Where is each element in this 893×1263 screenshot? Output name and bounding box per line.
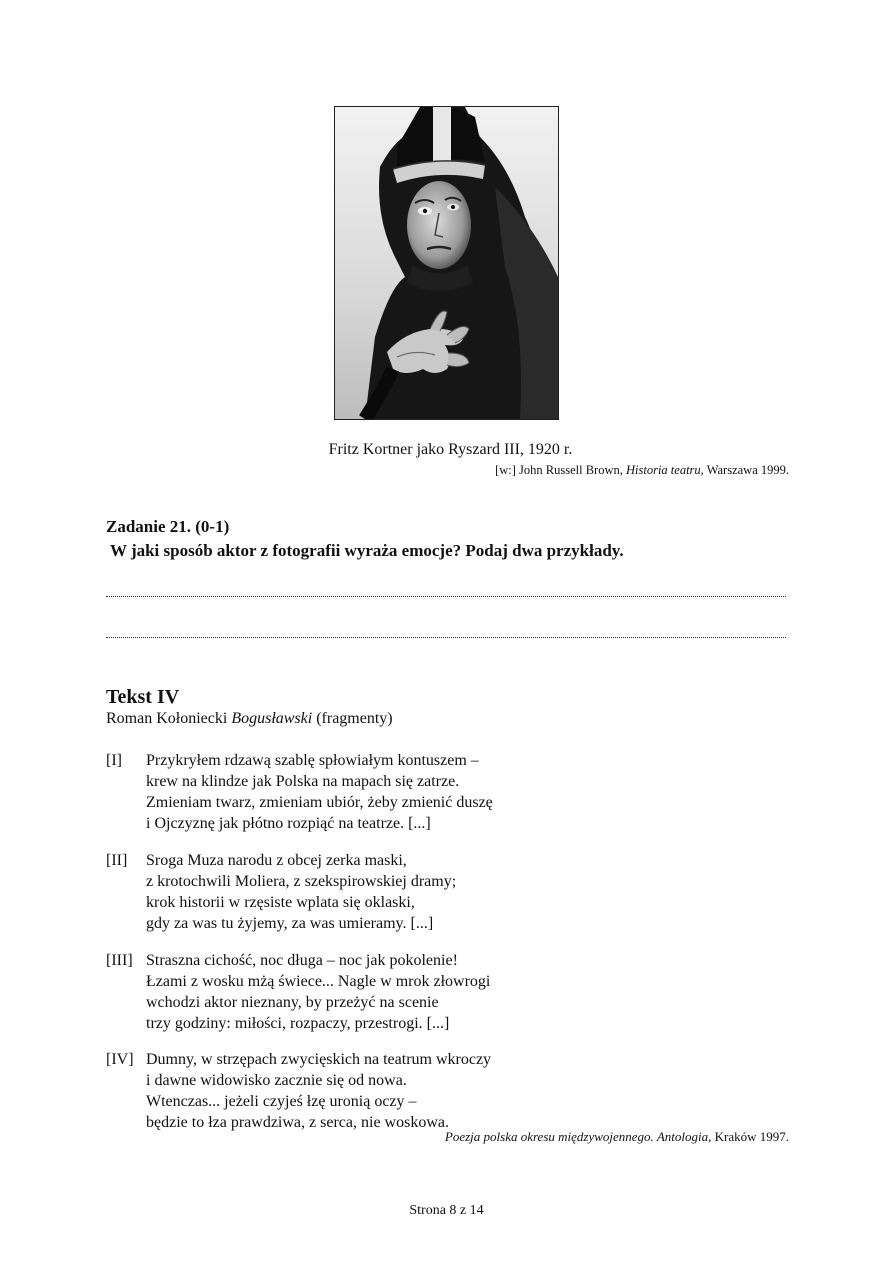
poem-line: Straszna cichość, noc długa – noc jak pokolenie!: [146, 952, 458, 969]
poem-line: Przykryłem rdzawą szablę spłowiałym kontuszem –: [146, 752, 479, 769]
actor-photograph: [334, 106, 559, 420]
poem-line: będzie to łza prawdziwa, z serca, nie woskowa.: [146, 1114, 449, 1131]
poem-line: trzy godziny: miłości, rozpaczy, przestrogi. [...]: [146, 1015, 450, 1032]
text-author-line: [106, 710, 393, 728]
text-section-title: Tekst IV: [106, 686, 180, 708]
text-work-note: (fragmenty): [312, 710, 393, 727]
poem-line: i Ojczyznę jak płótno rozpiąć na teatrze. [...]: [146, 815, 431, 832]
poem-line: gdy za was tu żyjemy, za was umieramy. [...]: [146, 915, 434, 932]
text-author: Roman Kołoniecki: [106, 710, 232, 727]
stanza-label: [III]: [106, 952, 133, 969]
poem-line: wchodzi aktor nieznany, by przeżyć na scenie: [146, 994, 439, 1011]
task-title: Zadanie 21. (0-1): [106, 517, 230, 536]
photo-source-title: Historia teatru: [626, 463, 701, 477]
photo-caption: Fritz Kortner jako Ryszard III, 1920 r.: [328, 441, 573, 458]
poem-line: Zmieniam twarz, zmieniam ubiór, żeby zmienić duszę: [146, 794, 493, 811]
answer-line-2[interactable]: [106, 637, 786, 638]
poem-line: i dawne widowisko zacznie się od nowa.: [146, 1072, 407, 1089]
stanza-lines: [146, 1049, 491, 1133]
poem-line: Sroga Muza narodu z obcej zerka maski,: [146, 852, 407, 869]
actor-photograph-image: [335, 107, 558, 419]
stanza-label: [II]: [106, 852, 128, 869]
poem-line: Wtenczas... jeżeli czyjeś łzę uronią oczy –: [146, 1093, 417, 1110]
task-question: W jaki sposób aktor z fotografii wyraża emocje? Podaj dwa przykłady.: [110, 541, 624, 560]
poem-source-title: Poezja polska okresu międzywojennego. Antologia: [444, 1129, 709, 1144]
poem-source-suffix: , Kraków 1997.: [708, 1129, 789, 1144]
stanza-label: [IV]: [106, 1051, 134, 1068]
poem-line: Łzami z wosku mżą świece... Nagle w mrok złowrogi: [146, 973, 491, 990]
poem-source: [445, 1129, 789, 1145]
page-number: Strona 8 z 14: [409, 1203, 484, 1218]
photo-source-prefix: [w:] John Russell Brown,: [495, 463, 626, 477]
stanza-lines: [146, 750, 493, 834]
text-work-title: Bogusławski: [231, 710, 313, 727]
answer-line-1[interactable]: [106, 596, 786, 597]
poem-line: krok historii w rzęsiste wplata się oklaski,: [146, 894, 415, 911]
photo-source: [495, 463, 789, 478]
photo-source-suffix: , Warszawa 1999.: [700, 463, 789, 477]
stanza-lines: [146, 850, 456, 934]
stanza-lines: [146, 950, 490, 1034]
stanza-label: [I]: [106, 752, 122, 769]
poem-line: krew na klindze jak Polska na mapach się zatrze.: [146, 773, 460, 790]
poem-line: Dumny, w strzępach zwycięskich na teatrum wkroczy: [146, 1051, 492, 1068]
poem-line: z krotochwili Moliera, z szekspirowskiej dramy;: [146, 873, 457, 890]
